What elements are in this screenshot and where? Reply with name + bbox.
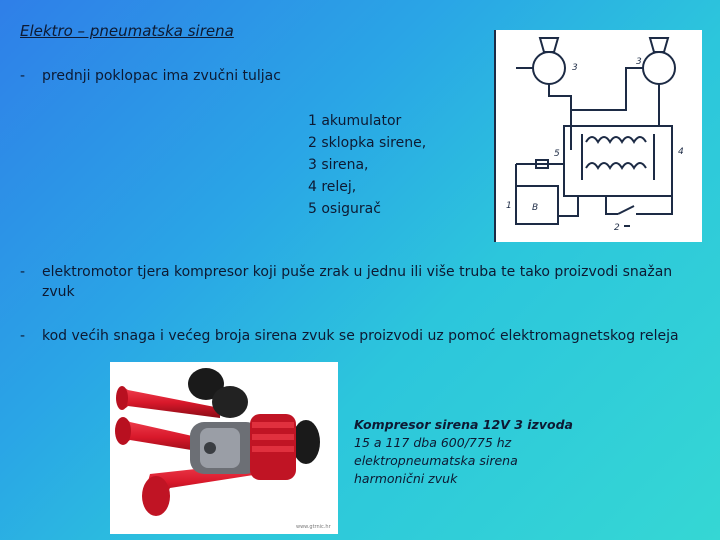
bullet-text: elektromotor tjera kompresor koji puše zrak u jednu ili više truba te tako proizvodi snažan zvuk bbox=[42, 264, 673, 300]
label-battery-b: B bbox=[532, 203, 539, 213]
label-fuse-5: 5 bbox=[554, 149, 560, 159]
slide-title: Elektro – pneumatska sirena bbox=[20, 22, 234, 40]
switch-icon bbox=[618, 206, 634, 214]
wiring-diagram bbox=[494, 30, 702, 242]
legend-item: 2 sklopka sirene, bbox=[308, 135, 427, 151]
bullet-dash: - bbox=[20, 68, 26, 84]
caption-line-specs: 15 a 117 dba 600/775 hz bbox=[354, 435, 512, 450]
caption-line-product: Kompresor sirena 12V 3 izvoda bbox=[354, 417, 573, 432]
horn-body-icon bbox=[533, 52, 565, 84]
caption-line-type: elektropneumatska sirena bbox=[354, 453, 518, 468]
horn-icon bbox=[540, 38, 558, 52]
bullet-dash: - bbox=[20, 264, 26, 280]
label-relay-4: 4 bbox=[678, 147, 684, 157]
product-caption bbox=[354, 416, 573, 488]
air-horn-set-image bbox=[110, 362, 338, 534]
label-horn-3b: 3 bbox=[636, 57, 642, 67]
legend-item: 5 osigurač bbox=[308, 201, 381, 217]
legend-item: 3 sirena, bbox=[308, 157, 369, 173]
label-battery-1: 1 bbox=[506, 201, 512, 211]
bullet-text: prednji poklopac ima zvučni tuljac bbox=[42, 68, 281, 84]
photo-watermark: www.gtrnic.hr bbox=[296, 524, 331, 530]
horn-body-icon bbox=[643, 52, 675, 84]
label-switch-2: 2 bbox=[614, 223, 620, 233]
label-horn-3a: 3 bbox=[572, 63, 578, 73]
horn-icon bbox=[650, 38, 668, 52]
bullet-electromotor bbox=[20, 262, 700, 302]
legend-item: 1 akumulator bbox=[308, 113, 402, 129]
horn-photo bbox=[110, 362, 338, 534]
bullet-relay bbox=[20, 326, 710, 346]
wiring-diagram-svg bbox=[496, 30, 702, 242]
bullet-text: kod većih snaga i većeg broja sirena zvuk se proizvodi uz pomoć elektromagnetskog releja bbox=[42, 328, 679, 344]
caption-line-sound: harmonični zvuk bbox=[354, 471, 458, 486]
diagram-legend bbox=[308, 110, 426, 220]
bullet-front-cover bbox=[20, 66, 440, 86]
bullet-dash: - bbox=[20, 328, 26, 344]
legend-item: 4 relej, bbox=[308, 179, 357, 195]
relay-coil-icon bbox=[586, 137, 646, 142]
